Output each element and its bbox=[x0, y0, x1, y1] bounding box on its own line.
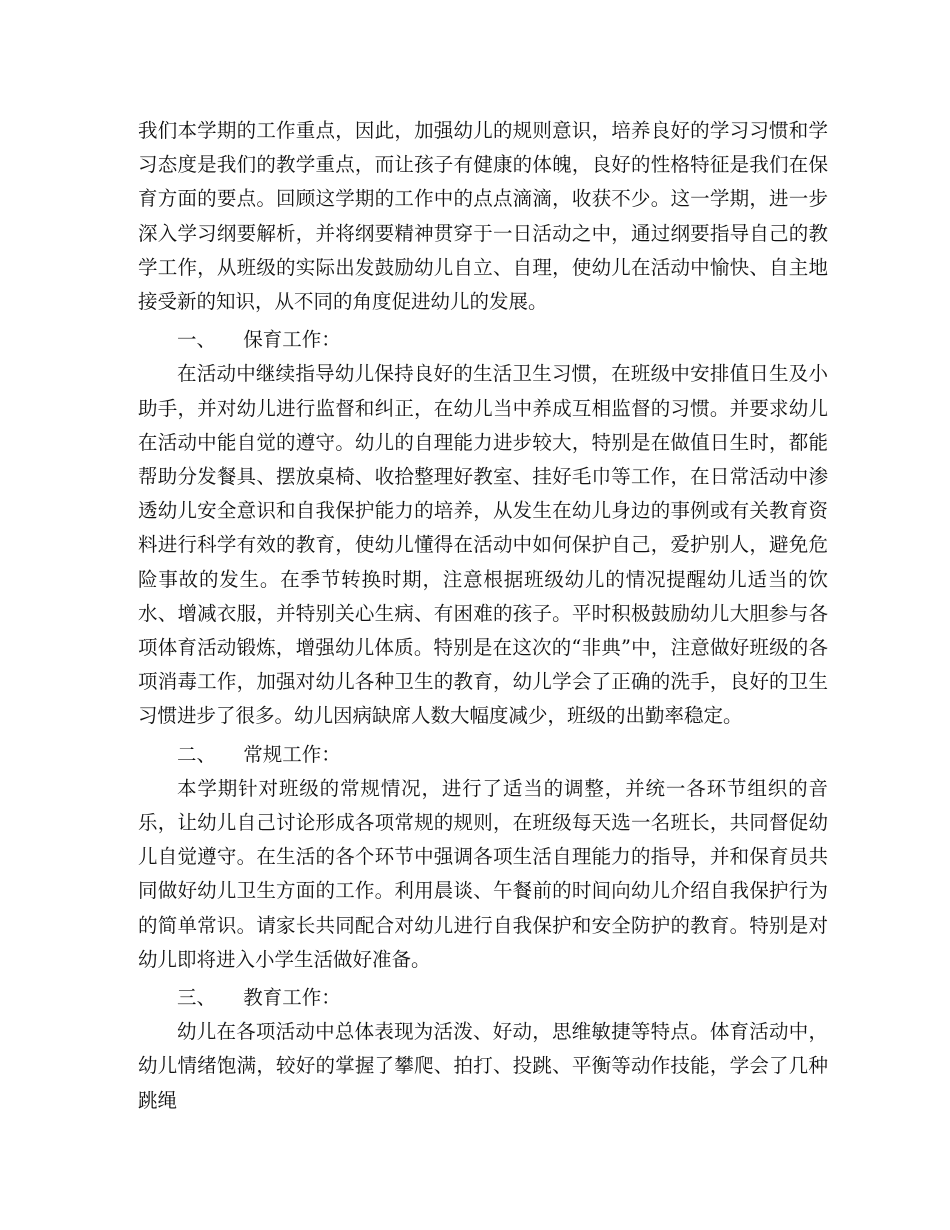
intro-paragraph: 我们本学期的工作重点，因此，加强幼儿的规则意识，培养良好的学习习惯和学习态度是我们的教学重点，而让孩子有健康的体魄，良好的性格特征是我们在保育方面的要点。回顾这学期的工作中的点点滴滴，收获不少。这一学期，进一步深入学习纲要解析，并将纲要精神贯穿于一日活动之中，通过纲要指导自己的教学工作，从班级的实际出发鼓励幼儿自立、自理，使幼儿在活动中愉快、自主地接受新的知识，从不同的角度促进幼儿的发展。 bbox=[138, 119, 828, 314]
section-heading-care bbox=[138, 323, 828, 357]
section-paragraph-routine: 本学期针对班级的常规情况，进行了适当的调整，并统一各环节组织的音乐，让幼儿自己讨论形成各项常规的规则，在班级每天选一名班长，共同督促幼儿自觉遵守。在生活的各个环节中强调各项生活自理能力的指导，并和保育员共同做好幼儿卫生方面的工作。利用晨谈、午餐前的时间向幼儿介绍自我保护行为的简单常识。请家长共同配合对幼儿进行自我保护和安全防护的教育。特别是对幼儿即将进入小学生活做好准备。 bbox=[138, 776, 828, 971]
section-title: 教育工作： bbox=[243, 986, 341, 1010]
section-title: 常规工作： bbox=[243, 742, 341, 766]
section-title: 保育工作： bbox=[243, 328, 341, 352]
section-heading-education bbox=[138, 981, 828, 1015]
section-paragraph-education: 幼儿在各项活动中总体表现为活泼、好动，思维敏捷等特点。体育活动中，幼儿情绪饱满，较好的掌握了攀爬、拍打、投跳、平衡等动作技能，学会了几种跳绳 bbox=[138, 1020, 828, 1112]
section-paragraph-care: 在活动中继续指导幼儿保持良好的生活卫生习惯，在班级中安排值日生及小助手，并对幼儿进行监督和纠正，在幼儿当中养成互相监督的习惯。并要求幼儿在活动中能自觉的遵守。幼儿的自理能力进步较大，特别是在做值日生时，都能帮助分发餐具、摆放桌椅、收拾整理好教室、挂好毛巾等工作，在日常活动中渗透幼儿安全意识和自我保护能力的培养，从发生在幼儿身边的事例或有关教育资料进行科学有效的教育，使幼儿懂得在活动中如何保护自己，爱护别人，避免危险事故的发生。在季节转换时期，注意根据班级幼儿的情况提醒幼儿适当的饮水、增减衣服，并特别关心生病、有困难的孩子。平时积极鼓励幼儿大胆参与各项体育活动锻炼，增强幼儿体质。特别是在这次的“非典”中，注意做好班级的各项消毒工作，加强对幼儿各种卫生的教育，幼儿学会了正确的洗手，良好的卫生习惯进步了很多。幼儿因病缺席人数大幅度减少，班级的出勤率稳定。 bbox=[138, 362, 828, 728]
section-number: 三、 bbox=[177, 986, 217, 1010]
section-number: 二、 bbox=[177, 742, 217, 766]
section-number: 一、 bbox=[177, 328, 217, 352]
section-heading-routine bbox=[138, 738, 828, 772]
document-body bbox=[138, 114, 828, 1118]
